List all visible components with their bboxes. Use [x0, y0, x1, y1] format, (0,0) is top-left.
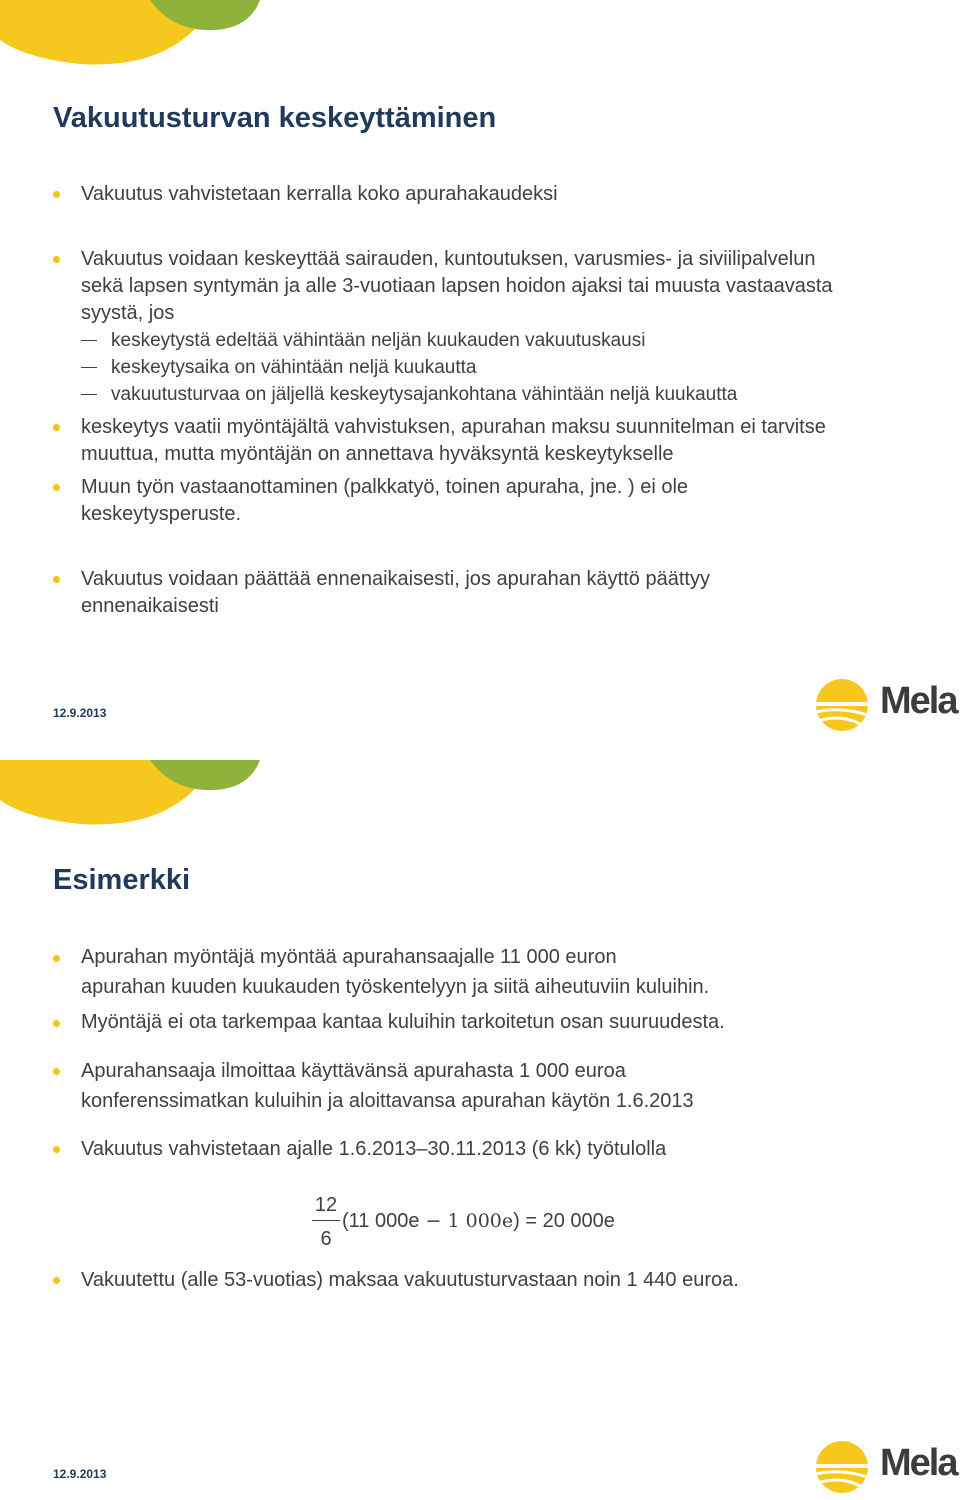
bullet-text: Vakuutus voidaan päättää ennenaikaisesti, jos apurahan käyttö päättyy: [81, 568, 710, 590]
footer-date: 12.9.2013: [53, 706, 107, 720]
corner-decoration-icon: [0, 760, 270, 830]
bullet-text: muuttua, mutta myöntäjän on annettava hyväksyntä keskeytykselle: [81, 443, 674, 465]
bullet-text: keskeytys vaatii myöntäjältä vahvistuksen, apurahan maksu suunnitelman ei tarvitse: [81, 416, 826, 438]
formula-minus: −: [419, 1210, 448, 1232]
bullet-text: Vakuutus vahvistetaan kerralla koko apurahakaudeksi: [81, 183, 558, 205]
slide-title: Esimerkki: [53, 864, 191, 896]
formula-open: (11 000e: [342, 1210, 420, 1232]
slide-title: Vakuutusturvan keskeyttäminen: [53, 102, 497, 134]
sub-bullet-text: vakuutusturvaa on jäljellä keskeytysajankohtana vähintään neljä kuukautta: [111, 384, 738, 405]
bullet-icon: [53, 1277, 60, 1284]
logo-wordmark: Mela: [880, 1442, 957, 1484]
bullet-icon: [53, 191, 60, 198]
bullet-icon: [53, 1020, 60, 1027]
fraction-bar: [312, 1220, 340, 1221]
footer-date: 12.9.2013: [53, 1467, 107, 1481]
logo-wordmark: Mela: [880, 680, 957, 722]
bullet-text: Vakuutus voidaan keskeyttää sairauden, kuntoutuksen, varusmies- ja siviilipalvelun: [81, 248, 816, 270]
bullet-text: Apurahansaaja ilmoittaa käyttävänsä apurahasta 1 000 euroa: [81, 1060, 626, 1082]
formula-result: ) = 20 000e: [513, 1210, 615, 1232]
bullet-text: syystä, jos: [81, 302, 175, 324]
corner-decoration-icon: [0, 0, 270, 70]
bullet-text: konferenssimatkan kuluihin ja aloittavansa apurahan käytön 1.6.2013: [81, 1090, 694, 1112]
bullet-icon: [53, 484, 60, 491]
dash-icon: [81, 340, 97, 341]
dash-icon: [81, 367, 97, 368]
bullet-icon: [53, 256, 60, 263]
slide-2: [0, 760, 960, 1500]
bullet-text: Vakuutus vahvistetaan ajalle 1.6.2013–30.11.2013 (6 kk) työtulolla: [81, 1138, 667, 1160]
bullet-icon: [53, 1146, 60, 1153]
mela-logo: [814, 676, 960, 734]
bullet-text: Apurahan myöntäjä myöntää apurahansaajalle 11 000 euron: [81, 946, 617, 968]
sub-bullet-text: keskeytystä edeltää vähintään neljän kuukauden vakuutuskausi: [111, 330, 646, 351]
bullet-text: sekä lapsen syntymän ja alle 3-vuotiaan lapsen hoidon ajaksi tai muusta vastaavasta: [81, 275, 833, 297]
fraction-numerator: 12: [314, 1194, 338, 1216]
mela-sun-icon: [814, 1438, 874, 1496]
bullet-icon: [53, 576, 60, 583]
bullet-text: keskeytysperuste.: [81, 503, 242, 525]
bullet-icon: [53, 1068, 60, 1075]
formula-subtrahend: 1 000e: [447, 1210, 514, 1232]
bullet-icon: [53, 424, 60, 431]
bullet-text: Muun työn vastaanottaminen (palkkatyö, toinen apuraha, jne. ) ei ole: [81, 476, 689, 498]
mela-sun-icon: [814, 676, 874, 734]
bullet-text: ennenaikaisesti: [81, 595, 219, 617]
bullet-text: Vakuutettu (alle 53-vuotias) maksaa vakuutusturvastaan noin 1 440 euroa.: [81, 1269, 739, 1291]
mela-logo: [814, 1438, 960, 1496]
dash-icon: [81, 394, 97, 395]
fraction-denominator: 6: [320, 1228, 332, 1250]
slide-1: [0, 0, 960, 740]
sub-bullet-text: keskeytysaika on vähintään neljä kuukautta: [111, 357, 477, 378]
bullet-text: apurahan kuuden kuukauden työskentelyyn ja siitä aiheutuviin kuluihin.: [81, 976, 710, 998]
bullet-icon: [53, 955, 60, 962]
formula-expression: [342, 1210, 615, 1233]
bullet-text: Myöntäjä ei ota tarkempaa kantaa kuluihin tarkoitetun osan suuruudesta.: [81, 1011, 725, 1033]
